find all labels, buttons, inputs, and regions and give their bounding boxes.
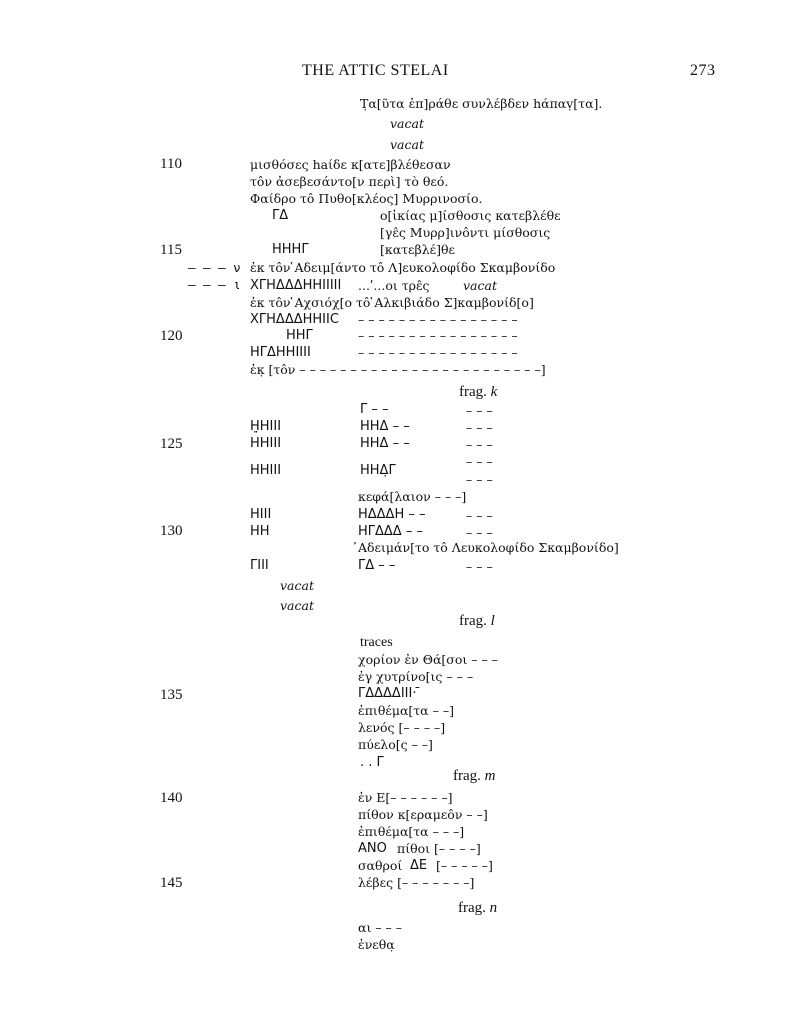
inscription-line: ἐκ̣ [τôν – – – – – – – – – – – – – – – – – – – – – – – –] bbox=[250, 362, 546, 377]
inscription-line: χορίον ἐν Θά[σοι – – – bbox=[358, 652, 498, 667]
inscription-line: τôν ἀσεβεσάντο[ν περὶ] τὸ θεό. bbox=[250, 174, 449, 189]
margin-note: – – – ν bbox=[188, 260, 241, 275]
numeral-sign: HHΔ – – bbox=[360, 436, 410, 451]
numeral-sign: ΓΔ bbox=[272, 208, 289, 223]
numeral-sign: HHΓ bbox=[286, 328, 313, 343]
vacat-line: vacat bbox=[463, 278, 497, 293]
numeral-sign: HHΔ̣Γ bbox=[360, 463, 396, 478]
page-number: 273 bbox=[690, 62, 716, 79]
numeral-sign: ΗΗIII bbox=[250, 463, 282, 478]
lacuna-dashes: – – – bbox=[466, 403, 493, 418]
fragment-heading-letter: l bbox=[490, 613, 495, 629]
inscription-line: κεφά[λαιον – – –] bbox=[358, 489, 467, 504]
running-title: THE ATTIC STELAI bbox=[302, 62, 449, 79]
inscription-line: ἐγ χυτρίνο[ις – – – bbox=[358, 669, 474, 684]
lacuna-dashes: – – – bbox=[466, 437, 493, 452]
lacuna-dashes: – – – – – – – – – – – – – – – – bbox=[358, 328, 518, 343]
lacuna-dashes: – – – bbox=[466, 420, 493, 435]
lacuna-dashes: – – – bbox=[466, 559, 493, 574]
inscription-line: ̓Αδειμάν[το τô Λευκολοφίδο Σκαμβονίδο] bbox=[358, 540, 619, 555]
line-number-125: 125 bbox=[160, 436, 183, 452]
inscription-line: ἐπιθέμα[τα – – –] bbox=[358, 824, 465, 839]
inscription-line: πύελο[ς – –] bbox=[358, 737, 433, 752]
lacuna-dashes: – – – bbox=[466, 525, 493, 540]
line-number-110: 110 bbox=[160, 156, 182, 172]
inscription-line: λενός [– – – –] bbox=[358, 720, 446, 735]
line-number-120: 120 bbox=[160, 328, 183, 344]
inscription-line: ο[ἰκίας μ]ίσθοσις κατεβλέθε bbox=[380, 208, 561, 223]
numeral-sign: ΗIII bbox=[250, 507, 272, 522]
inscription-line: ἐπιθέμα[τα – –] bbox=[358, 703, 454, 718]
fragment-heading-letter: k bbox=[490, 384, 498, 400]
inscription-line: Τ̣α[ῦτα ἐπ]ράθε συνλέβδεν hάπαṿ[τα]. bbox=[360, 96, 603, 111]
inscription-line: [κατεβλέ]θε bbox=[380, 242, 456, 257]
fragment-heading-prefix: frag. bbox=[453, 768, 481, 784]
inscription-line: σαθροί bbox=[358, 858, 403, 873]
vacat-line: vacat bbox=[390, 116, 424, 131]
inscription-line: ἐν Ε[– – – – – –] bbox=[358, 790, 453, 805]
line-number-115: 115 bbox=[160, 242, 182, 258]
numeral-sign: ΓIII bbox=[250, 558, 269, 573]
inscription-line: αι – – – bbox=[358, 920, 403, 935]
line-number-135: 135 bbox=[160, 687, 183, 703]
inscription-line: πίθοι [– – – –] bbox=[397, 841, 481, 856]
inscription-line: . . Γ bbox=[360, 755, 384, 770]
numeral-sign: HHΔ – – bbox=[360, 419, 410, 434]
fragment-heading-m bbox=[453, 769, 496, 784]
inscription-line: [– – – – –] bbox=[436, 858, 493, 873]
lacuna-dashes: – – – bbox=[466, 472, 493, 487]
numeral-sign: ΗΗIII bbox=[250, 436, 282, 451]
numeral-sign: Ḥ̣HIII bbox=[250, 419, 282, 434]
vacat-line: vacat bbox=[280, 578, 314, 593]
vacat-line: vacat bbox=[390, 137, 424, 152]
line-number-145: 145 bbox=[160, 875, 183, 891]
fragment-heading-n bbox=[458, 901, 497, 916]
inscription-line: πίθον κ[εραμεôν – –] bbox=[358, 807, 488, 822]
fragment-heading-prefix: frag. bbox=[459, 384, 487, 400]
numeral-sign: Γ – – bbox=[360, 402, 389, 417]
fragment-heading-l bbox=[459, 614, 495, 629]
lacuna-dashes: – – – bbox=[466, 454, 493, 469]
line-number-140: 140 bbox=[160, 790, 183, 806]
line-number-130: 130 bbox=[160, 523, 183, 539]
numeral-sign: ΑΝΟ bbox=[358, 841, 387, 856]
inscription-line: ...ʹ...οι τρε̂ς bbox=[358, 278, 430, 293]
numeral-sign: HΔΔΔΗ – – bbox=[358, 507, 426, 522]
numeral-sign: ΔΕ bbox=[410, 858, 428, 873]
numeral-sign: XΓHΔΔΔΗΗIIIII bbox=[250, 278, 342, 293]
numeral-sign: ΓΔ – – bbox=[358, 558, 396, 573]
numeral-sign: HHHΓ bbox=[272, 242, 309, 257]
fragment-heading-prefix: frag. bbox=[458, 900, 486, 916]
vacat-line: vacat bbox=[280, 598, 314, 613]
fragment-heading-letter: n bbox=[489, 900, 498, 916]
fragment-heading-prefix: frag. bbox=[459, 613, 487, 629]
inscription-line: [γε̂ς Μυρρ]ινôντι μίσθοσις bbox=[380, 225, 551, 240]
margin-note: – – – ι bbox=[188, 277, 241, 292]
inscription-line: Φαίδρο τô Πυθο[κλέος] Μυρρινοσίο. bbox=[250, 191, 483, 206]
numeral-sign: XΓHΔΔΔΗΗIIC bbox=[250, 312, 339, 327]
inscription-line: μισθόσες haίδε κ[ατε]βλέθεσαν bbox=[250, 157, 451, 172]
numeral-sign: ΓΔΔΔΔIII· ̄ bbox=[358, 686, 421, 701]
numeral-sign: ΗΗ bbox=[250, 524, 270, 539]
inscription-line: λέβες [– – – – – – –] bbox=[358, 875, 475, 890]
fragment-heading-k bbox=[459, 385, 497, 400]
numeral-sign: HΓΔΔΔ – – bbox=[358, 524, 423, 539]
fragment-heading-letter: m bbox=[484, 768, 496, 784]
lacuna-dashes: – – – – – – – – – – – – – – – – bbox=[358, 312, 518, 327]
lacuna-dashes: – – – – – – – – – – – – – – – – bbox=[358, 345, 518, 360]
lacuna-dashes: – – – bbox=[466, 508, 493, 523]
inscription-line: ἐκ τôν ̓Αδειμ[άντο τô Λ]ευκολοφίδο Σκαμβονίδο bbox=[250, 260, 556, 275]
inscription-line: ἐκ τôν ̓Αχσιόχ[ο τô ̓Αλκιβιάδο Σ]καμβονίδ[ο] bbox=[250, 295, 534, 310]
traces-label: traces bbox=[360, 635, 393, 650]
inscription-line: ἐνεθα̣ bbox=[358, 937, 395, 952]
numeral-sign: HΓΔΗΗIIII bbox=[250, 345, 311, 360]
